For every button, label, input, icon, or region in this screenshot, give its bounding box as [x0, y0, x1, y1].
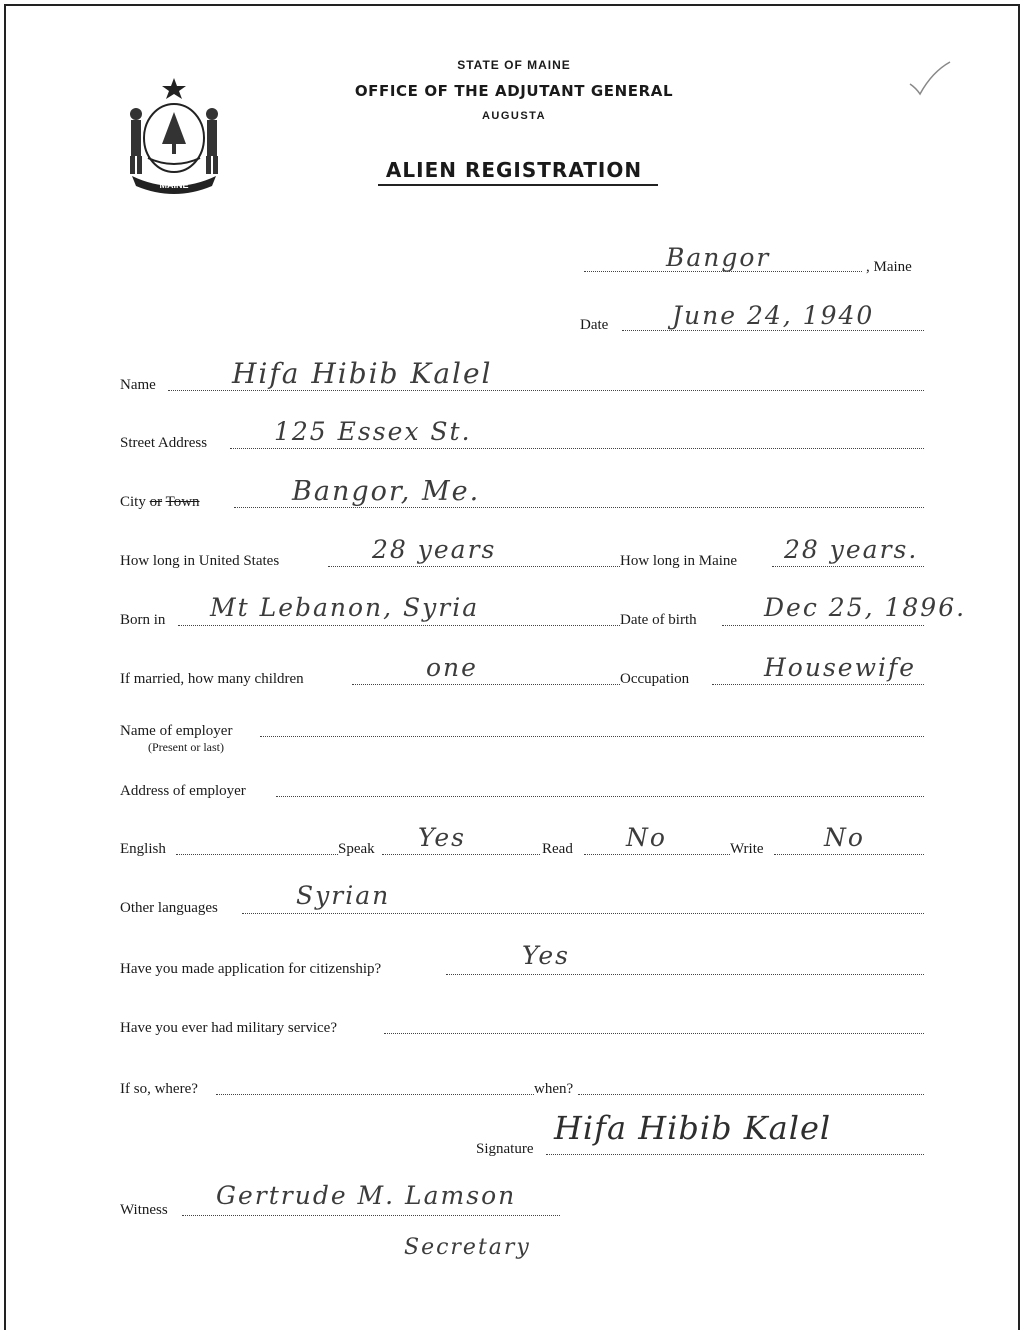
speak-label: Speak — [338, 841, 375, 857]
name-entry: Hifa Hibib Kalel — [232, 357, 493, 390]
date-label: Date — [580, 317, 609, 333]
date-entry: June 24, 1940 — [672, 301, 875, 330]
born-in-entry: Mt Lebanon, Syria — [210, 593, 480, 622]
read-line — [584, 854, 730, 855]
where-line — [216, 1094, 534, 1095]
city-heading: AUGUSTA — [481, 110, 547, 122]
seal-text: MAINE — [159, 180, 189, 190]
how-long-us-entry: 28 years — [372, 535, 497, 564]
dob-line — [722, 625, 924, 626]
state-heading: STATE OF MAINE — [457, 58, 571, 72]
write-entry: No — [824, 823, 865, 852]
street-label: Street Address — [120, 435, 208, 451]
when-label: when? — [534, 1081, 574, 1097]
office-heading: OFFICE OF THE ADJUTANT GENERAL — [354, 82, 674, 100]
street-entry: 125 Essex St. — [274, 417, 472, 446]
employer-line — [260, 736, 924, 737]
place-suffix: , Maine — [866, 259, 912, 275]
date-line — [622, 330, 924, 331]
speak-entry: Yes — [418, 823, 466, 852]
other-languages-entry: Syrian — [296, 881, 391, 910]
title-underline — [378, 184, 658, 186]
place-entry: Bangor — [666, 243, 771, 272]
employer-address-label: Address of employer — [120, 783, 246, 799]
born-in-label: Born in — [120, 612, 166, 628]
english-label: English — [120, 841, 166, 857]
employer-address-line — [276, 796, 924, 797]
witness-entry: Gertrude M. Lamson — [216, 1181, 517, 1210]
signature-label: Signature — [476, 1141, 534, 1157]
how-long-us-label: How long in United States — [120, 553, 280, 569]
born-in-line — [178, 625, 620, 626]
city-line — [234, 507, 924, 508]
witness-label: Witness — [120, 1202, 168, 1218]
read-label: Read — [542, 841, 573, 857]
when-line — [578, 1094, 924, 1095]
occupation-entry: Housewife — [764, 653, 917, 682]
citizenship-line — [446, 974, 924, 975]
city-label — [120, 493, 200, 511]
other-languages-label: Other languages — [120, 900, 218, 916]
write-line — [774, 854, 924, 855]
occupation-label: Occupation — [620, 671, 690, 687]
signature-entry: Hifa Hibib Kalel — [554, 1109, 832, 1147]
read-entry: No — [626, 823, 667, 852]
children-line — [352, 684, 620, 685]
military-line — [384, 1033, 924, 1034]
citizenship-entry: Yes — [522, 941, 570, 970]
citizenship-label: Have you made application for citizenship? — [120, 961, 382, 977]
children-entry: one — [426, 653, 478, 682]
name-line — [168, 390, 924, 391]
how-long-maine-entry: 28 years. — [784, 535, 919, 564]
other-languages-line — [242, 913, 924, 914]
city-town-text: Town — [165, 494, 200, 510]
how-long-maine-line — [772, 566, 924, 567]
employer-sublabel: (Present or last) — [148, 740, 224, 754]
how-long-maine-label: How long in Maine — [620, 553, 738, 569]
city-or-text: or — [149, 494, 163, 510]
speak-line — [382, 854, 540, 855]
how-long-us-line — [328, 566, 620, 567]
name-label: Name — [120, 377, 156, 393]
witness-title-entry: Secretary — [404, 1235, 531, 1260]
street-line — [230, 448, 924, 449]
form-title: ALIEN REGISTRATION — [385, 158, 643, 182]
children-label: If married, how many children — [120, 671, 304, 687]
english-line — [176, 854, 338, 855]
witness-line — [182, 1215, 560, 1216]
employer-label: Name of employer — [120, 723, 233, 739]
where-label: If so, where? — [120, 1081, 198, 1097]
signature-line — [546, 1154, 924, 1155]
write-label: Write — [730, 841, 764, 857]
military-label: Have you ever had military service? — [120, 1020, 337, 1036]
dob-label: Date of birth — [620, 612, 697, 628]
city-entry: Bangor, Me. — [292, 476, 481, 507]
occupation-line — [712, 684, 924, 685]
registration-form — [4, 4, 1020, 1330]
city-label-text: City — [120, 494, 146, 510]
dob-entry: Dec 25, 1896. — [764, 593, 967, 622]
